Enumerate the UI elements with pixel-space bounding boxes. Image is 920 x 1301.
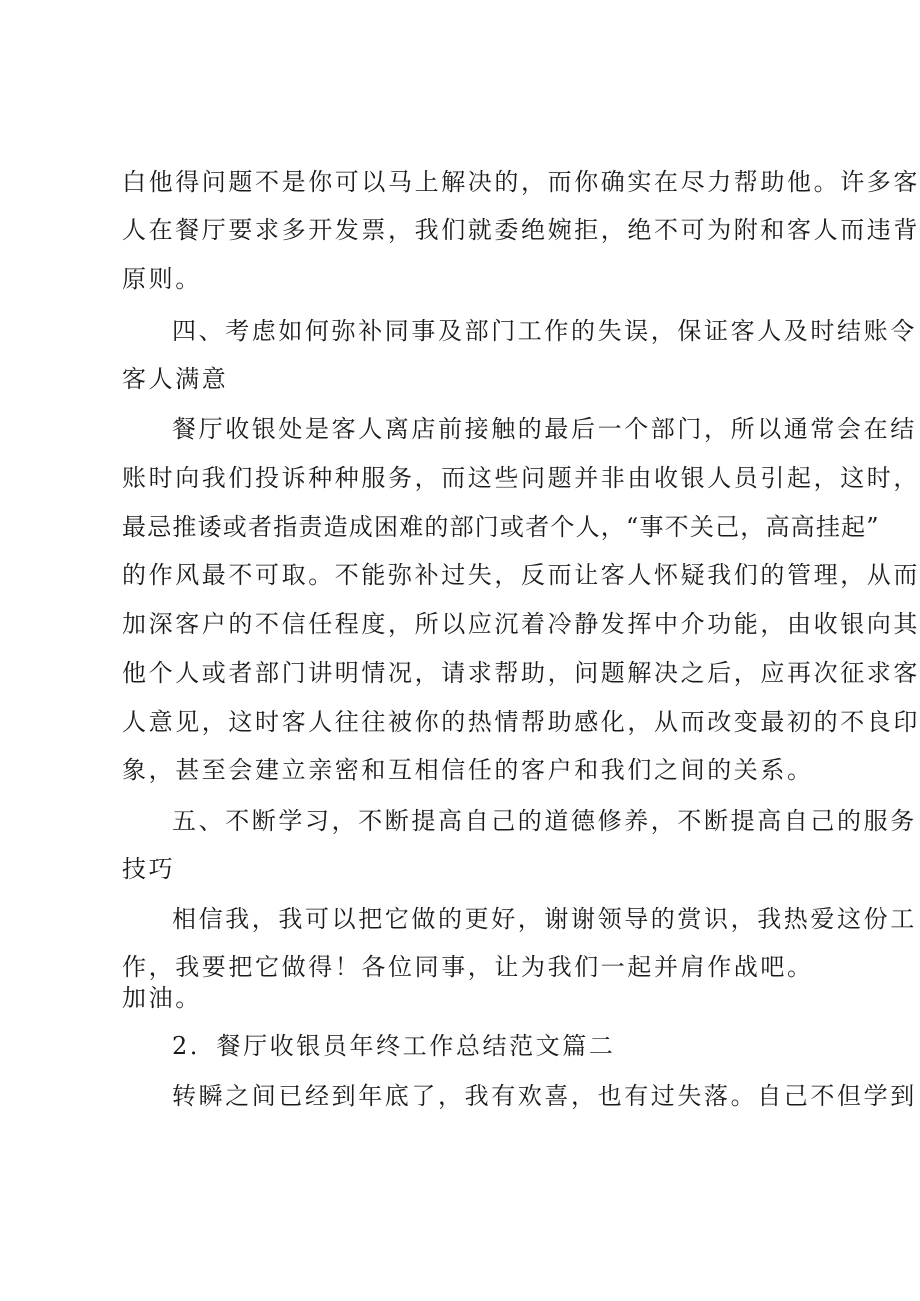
text-line: 他个人或者部门讲明情况，请求帮助，问题解决之后，应再次征求客	[122, 659, 920, 687]
section-heading-cont: 客人满意	[122, 365, 229, 393]
section-heading-cont: 技巧	[122, 855, 176, 883]
text-line: 人意见，这时客人往往被你的热情帮助感化，从而改变最初的不良印	[122, 708, 920, 736]
text-line: 转瞬之间已经到年底了，我有欢喜，也有过失落。自己不但学到	[172, 1082, 917, 1110]
section-heading: 四、考虑如何弥补同事及部门工作的失误，保证客人及时结账令	[172, 317, 917, 345]
text-line: 作，我要把它做得！各位同事，让为我们一起并肩作战吧。	[122, 953, 814, 981]
text-line: 账时向我们投诉种种服务，而这些问题并非由收银人员引起，这时，	[122, 464, 920, 492]
text-line: 最忌推诿或者指责造成困难的部门或者个人，“事不关己，高高挂起”	[122, 513, 880, 541]
article-title: 2．餐厅收银员年终工作总结范文篇二	[172, 1032, 616, 1060]
text-line: 加油。	[122, 984, 202, 1012]
text-line: 白他得问题不是你可以马上解决的，而你确实在尽力帮助他。许多客	[122, 168, 920, 196]
text-line: 餐厅收银处是客人离店前接触的最后一个部门，所以通常会在结	[172, 415, 917, 443]
text-line: 象，甚至会建立亲密和互相信任的客户和我们之间的关系。	[122, 756, 814, 784]
text-line: 的作风最不可取。不能弥补过失，反而让客人怀疑我们的管理，从而	[122, 561, 920, 589]
text-line: 原则。	[122, 265, 202, 293]
section-heading: 五、不断学习，不断提高自己的道德修养，不断提高自己的服务	[172, 807, 917, 835]
text-line: 加深客户的不信任程度，所以应沉着冷静发挥中介功能，由收银向其	[122, 610, 920, 638]
text-line: 人在餐厅要求多开发票，我们就委绝婉拒，绝不可为附和客人而违背	[122, 216, 920, 244]
text-line: 相信我，我可以把它做的更好，谢谢领导的赏识，我热爱这份工	[172, 905, 917, 933]
